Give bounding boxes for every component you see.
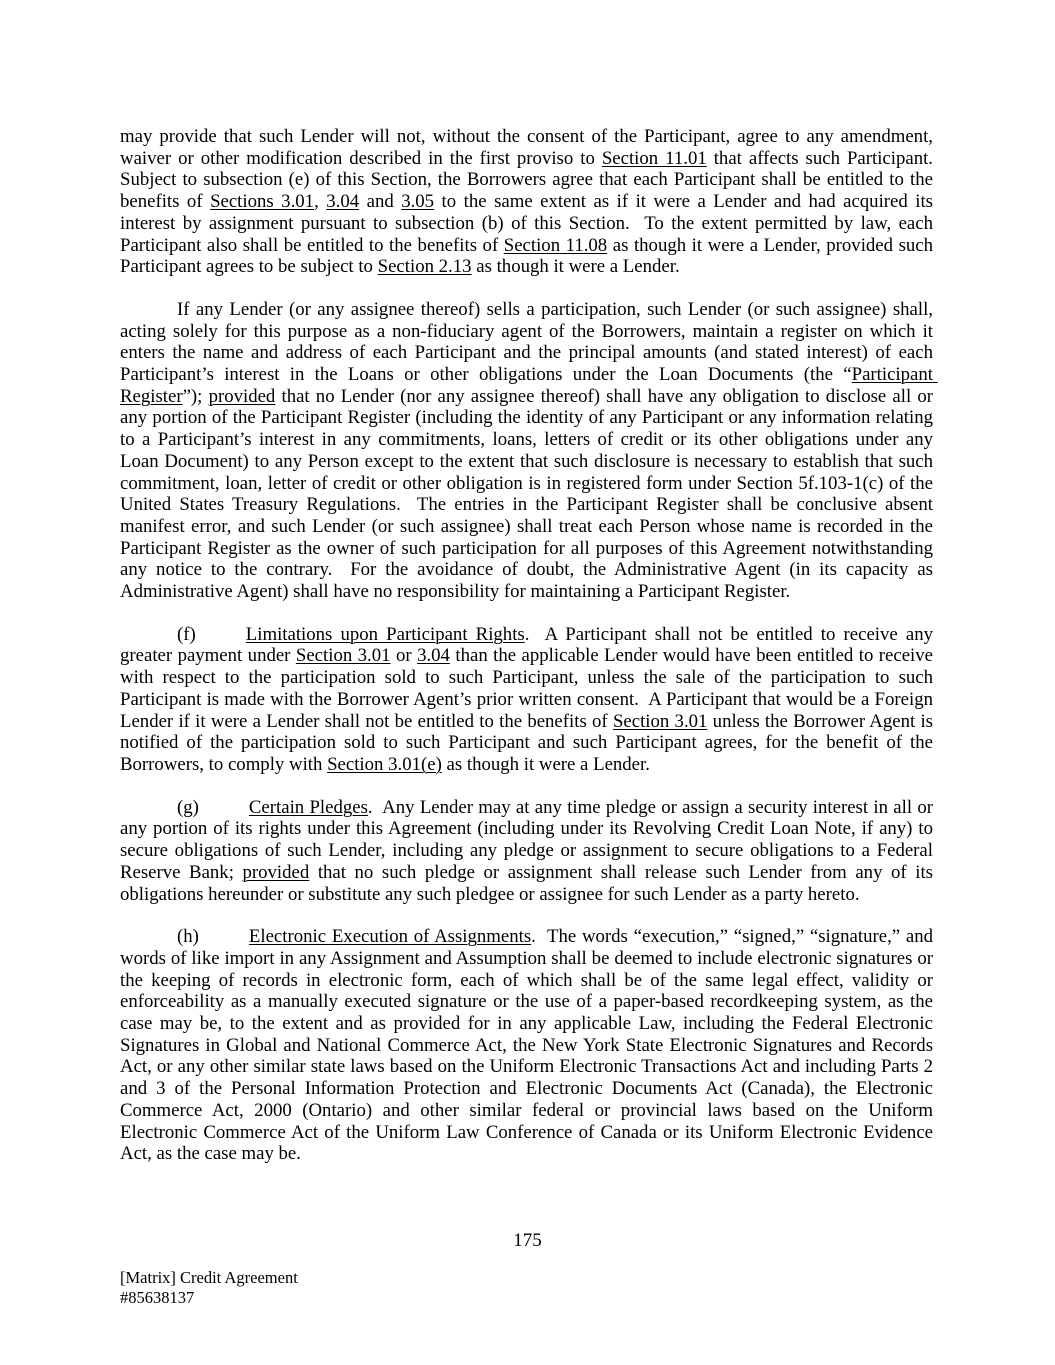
- body-text: ,: [314, 191, 327, 213]
- body-text: to the same extent as if it were a Lender and had acquired its interest by assignment pursuant to subsection (b) of this Section. To the extent permitted by law, each Participant also shall be entitled to the benefits of: [120, 191, 938, 256]
- paragraph-f-limitations-upon-participant-rights: [120, 623, 938, 776]
- body-text: . The words “execution,” “signed,” “signature,” and words of like import in any Assignment and Assumption shall be deemed to include electronic signatures or the keeping of records in electronic form, each of which shall be of the same legal effect, validity or enforceability as a manually executed signature or the use of a paper-based recordkeeping system, as the case may be, to the extent and as provided for in any applicable Law, including the Federal Electronic Signatures in Global and National Commerce Act, the New York State Electronic Signatures and Records Act, or any other similar state laws based on the Uniform Electronic Transactions Act and including Parts 2 and 3 of the Personal Information Protection and Electronic Documents Act (Canada), the Electronic Commerce Act, 2000 (Ontario) and other similar federal or provincial laws based on the Uniform Electronic Commerce Act of the Uniform Law Conference of Canada or its Uniform Electronic Evidence Act, as the case may be.: [120, 926, 938, 1165]
- body-text: If any Lender (or any assignee thereof) sells a participation, such Lender (or such assignee) shall, acting solely for this purpose as a non-fiduciary agent of the Borrowers, maintain a register on which it enters the name and address of each Participant and the principal amounts (and stated interest) of each Participant’s interest in the Loans or other obligations under the Loan Documents (the “: [120, 298, 938, 386]
- footer-doc-number: #85638137: [120, 1288, 195, 1307]
- underlined-text: 3.04: [417, 645, 450, 667]
- underlined-text: Section 3.01: [295, 645, 391, 667]
- underlined-text: Section 3.01: [612, 710, 708, 732]
- underlined-text: provided: [208, 385, 276, 407]
- body-text: may provide that such Lender will not, without the consent of the Participant, agree to any amendment, waiver or other modification described in the first proviso to: [120, 126, 938, 169]
- document-footer: [120, 1268, 298, 1308]
- paragraph-g-certain-pledges: [120, 796, 938, 906]
- body-text: unless the Borrower Agent is notified of the participation sold to such Participant and such Participant agrees, for the benefit of the Borrowers, to comply with: [120, 710, 938, 775]
- body-text: as though it were a Lender, provided such Participant agrees to be subject to: [120, 234, 938, 278]
- underlined-text: provided: [242, 861, 310, 883]
- body-text: than the applicable Lender would have been entitled to receive with respect to the participation sold to such Participant, unless the sale of the participation to such Participant is made with the Borrower Agent’s prior written consent. A Participant that would be a Foreign Lender if it were a Lender shall not be entitled to the benefits of: [120, 645, 938, 732]
- document-body: [120, 126, 943, 1186]
- body-text: as though it were a Lender.: [471, 256, 680, 278]
- body-text: that no Lender (nor any assignee thereof) shall have any obligation to disclose all or any portion of the Participant Register (including the identity of any Participant or any information relating to a Participant’s interest in any commitments, loans, letters of credit or its other obligations under any Loan Document) to any Person except to the extent that such disclosure is necessary to establish that such commitment, loan, letter of credit or other obligation is in registered form under Section 5f.103-1(c) of the United States Treasury Regulations. The entries in the Participant Register shall be conclusive absent manifest error, and such Lender (or such assignee) shall treat each Person whose name is recorded in the Participant Register as the owner of such participation for all purposes of this Agreement notwithstanding any notice to the contrary. For the avoidance of doubt, the Administrative Agent (in its capacity as Administrative Agent) shall have no responsibility for maintaining a Participant Register.: [120, 385, 938, 603]
- body-text: and: [359, 191, 402, 213]
- body-text: (h): [177, 926, 199, 948]
- underlined-text: Electronic Execution of Assignments: [248, 926, 532, 948]
- underlined-text: Section 3.01(e): [327, 753, 442, 775]
- body-text: . A Participant shall not be entitled to receive any greater payment under: [120, 623, 938, 667]
- paragraph-h-electronic-execution-of-assignments: [120, 926, 938, 1165]
- page-number: 175: [513, 1230, 542, 1251]
- body-text: as though it were a Lender.: [441, 753, 650, 775]
- underlined-text: Section 11.01: [601, 147, 707, 169]
- body-text: . Any Lender may at any time pledge or assign a security interest in all or any portion of its rights under this Agreement (including under its Revolving Credit Loan Note, if any) to secure obligations of such Lender, including any pledge or assignment to secure obligations to a Federal Reserve Bank;: [120, 796, 938, 883]
- body-text: (g): [177, 796, 199, 818]
- underlined-text: Participant Register: [120, 364, 938, 407]
- body-text: that no such pledge or assignment shall release such Lender from any of its obligations hereunder or substitute any such pledgee or assignee for such Lender as a party hereto.: [120, 861, 938, 905]
- body-text: ”);: [182, 385, 209, 407]
- paragraph-participant-register: [120, 298, 938, 603]
- underlined-text: Section 2.13: [377, 256, 472, 278]
- underlined-text: Certain Pledges: [248, 796, 368, 818]
- footer-doc-title: [Matrix] Credit Agreement: [120, 1268, 298, 1287]
- underlined-text: 3.04: [326, 191, 360, 213]
- body-text: (f): [177, 623, 196, 645]
- underlined-text: 3.05: [401, 191, 435, 213]
- underlined-text: Section 11.08: [503, 234, 608, 256]
- underlined-text: Limitations upon Participant Rights: [245, 623, 525, 645]
- underlined-text: Sections 3.01: [210, 191, 315, 213]
- body-text: that affects such Participant. Subject to subsection (e) of this Section, the Borrowers agree that each Participant shall be entitled to the benefits of: [120, 147, 943, 213]
- paragraph-continuation-participant-benefits: [120, 126, 943, 278]
- body-text: or: [390, 645, 418, 667]
